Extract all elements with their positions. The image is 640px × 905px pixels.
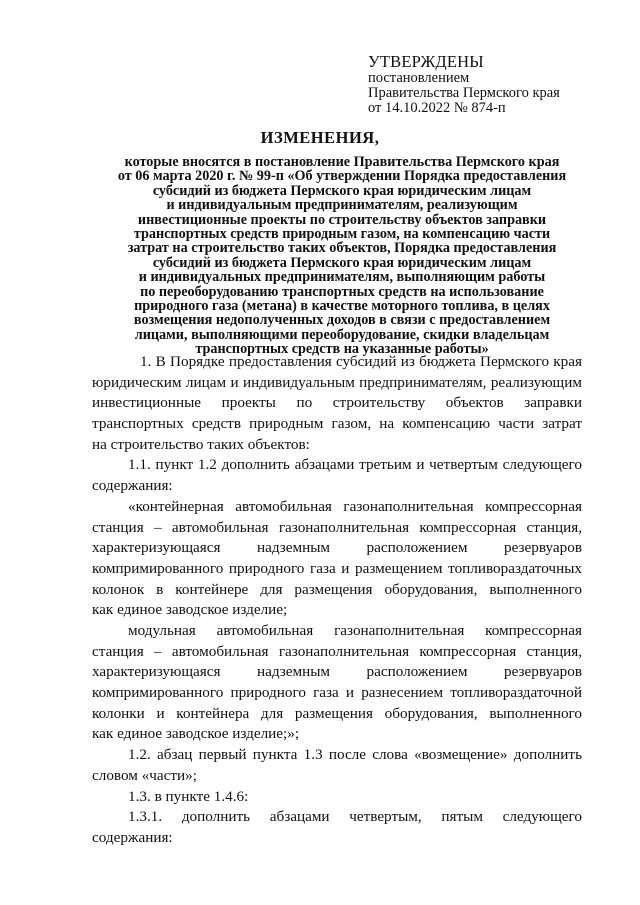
subtitle-line: субсидий из бюджета Пермского края юридическим лицам [152, 182, 532, 199]
subtitle-line: инвестиционные проекты по строительству объектов заправки [137, 211, 547, 228]
body-line: 1.3.1. дополнить абзацами четвертым, пятым следующего [128, 808, 582, 826]
subtitle-line: лицами, выполняющими переоборудование, скидки владельцам [134, 326, 550, 343]
body-line: характеризующаяся надземным расположением резервуаров [92, 663, 582, 681]
body-line: станция – автомобильная газонаполнительная компрессорная станция, [92, 642, 582, 660]
subtitle-line: которые вносятся в постановление Правительства Пермского края [124, 154, 560, 170]
body-line: на строительство таких объектов: [92, 435, 310, 453]
body-line: содержания: [92, 477, 173, 495]
body-line: характеризующаяся надземным расположением резервуаров [92, 539, 582, 557]
subtitle-line: затрат на строительство таких объектов, Порядка предоставления [127, 240, 557, 257]
subtitle-line: транспортных средств на указанные работы» [195, 341, 489, 358]
body-line: как единое заводское изделие; [92, 601, 288, 619]
subtitle-line: и индивидуальным предпринимателям, реализующим [166, 197, 518, 214]
approval-line-1: постановлением [368, 70, 470, 86]
subtitle-line: от 06 марта 2020 г. № 99-п «Об утверждении Порядка предоставления [117, 168, 567, 185]
subtitle-line: возмещения недополученных доходов в связи с предоставлением [133, 312, 551, 329]
subtitle-line: субсидий из бюджета Пермского края юридическим лицам [152, 254, 532, 271]
approval-block [368, 52, 618, 116]
body-line: колонок в контейнере для размещения оборудования, выполненного [92, 580, 582, 598]
body-line: 1.3. в пункте 1.4.6: [128, 787, 249, 805]
subtitle-line: транспортных средств природным газом, на компенсацию части [133, 226, 551, 243]
subtitle-line: природного газа (метана) в качестве моторного топлива, в целях [134, 298, 550, 315]
body-line: колонки и контейнера для размещения оборудования, выполненного [92, 704, 582, 722]
document-title: ИЗМЕНЕНИЯ, [260, 128, 380, 147]
approval-line-3: от 14.10.2022 № 874-п [368, 100, 506, 116]
body-line: инвестиционные проекты по строительству объектов заправки [92, 394, 582, 412]
body-line: 1. В Порядке предоставления субсидий из бюджета Пермского края [140, 353, 582, 370]
body-line: компримированного природного газа и размещением топливораздаточных [92, 559, 582, 577]
subtitle-line: и индивидуальных предпринимателям, выполняющим работы [138, 269, 546, 286]
body-line: 1.1. пункт 1.2 дополнить абзацами третьим и четвертым следующего [128, 456, 582, 474]
body-line: юридическим лицам и индивидуальным предпринимателям, реализующим [92, 373, 582, 391]
body-line: содержания: [92, 828, 173, 846]
document-body [92, 352, 582, 849]
body-line: компримированного природного газа и разнесением топливораздаточной [92, 684, 582, 702]
body-line: словом «части»; [92, 766, 197, 784]
body-line: 1.2. абзац первый пункта 1.3 после слова «возмещение» дополнить [128, 746, 582, 764]
approval-line-2: Правительства Пермского края [368, 85, 560, 101]
body-line: станция – автомобильная газонаполнительная компрессорная станция, [92, 518, 582, 536]
subtitle-line: по переоборудованию транспортных средств на использование [140, 283, 544, 300]
body-line: модульная автомобильная газонаполнительная компрессорная [128, 621, 582, 639]
approval-title: УТВЕРЖДЕНЫ [368, 52, 484, 71]
body-line: транспортных средств природным газом, на компенсацию части затрат [92, 415, 582, 433]
body-line: «контейнерная автомобильная газонаполнительная компрессорная [128, 497, 582, 515]
body-line: как единое заводское изделие;»; [92, 725, 300, 743]
document-subtitle [92, 155, 592, 357]
